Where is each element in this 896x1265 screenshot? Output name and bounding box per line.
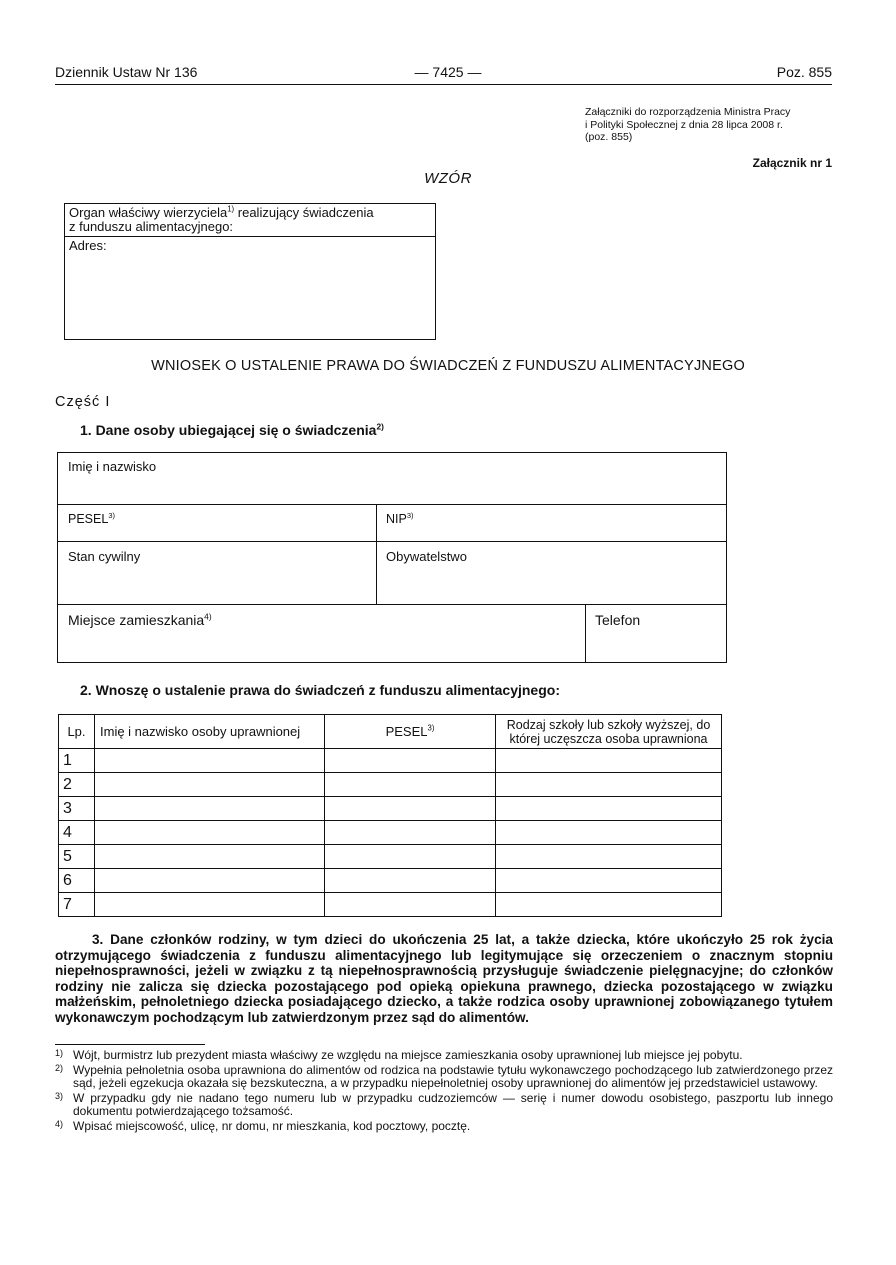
form-title: WNIOSEK O USTALENIE PRAWA DO ŚWIADCZEŃ Z FUNDUSZU ALIMENTACYJNEGO bbox=[151, 358, 745, 374]
footnote-ref: 1) bbox=[227, 204, 235, 214]
table-row bbox=[59, 749, 722, 773]
column-header-pesel bbox=[325, 715, 496, 749]
row-name-cell[interactable] bbox=[95, 893, 325, 917]
attachment-note bbox=[585, 106, 835, 144]
row-school-cell[interactable] bbox=[496, 845, 722, 869]
row-number: 3 bbox=[59, 797, 95, 821]
row-number: 1 bbox=[59, 749, 95, 773]
row-school-cell[interactable] bbox=[496, 749, 722, 773]
footnote-text: Wójt, burmistrz lub prezydent miasta właściwy ze względu na miejsce zamieszkania osoby uprawnionej lub miejsce jej pobytu. bbox=[73, 1048, 743, 1062]
phone-field[interactable] bbox=[585, 604, 726, 662]
attachment-note-line: (poz. 855) bbox=[585, 131, 633, 143]
row-number: 4 bbox=[59, 821, 95, 845]
section2-title: 2. Wnoszę o ustalenie prawa do świadczeń z funduszu alimentacyjnego: bbox=[80, 682, 560, 698]
row-pesel-cell[interactable] bbox=[325, 893, 496, 917]
table-header-row bbox=[59, 715, 722, 749]
attachment-note-line: i Polityki Społecznej z dnia 28 lipca 2008 r. bbox=[585, 118, 783, 131]
attachment-note-line: Załączniki do rozporządzenia Ministra Pracy bbox=[585, 106, 791, 118]
footnote-mark: 3) bbox=[55, 1090, 64, 1101]
section3-text: 3. Dane członków rodziny, w tym dzieci do ukończenia 25 lat, a także dziecka, które ukończyło 25 rok życia otrzymującego świadczenia z funduszu alimentacyjnego lub legitymujące się orzeczeniem o znacznym stopniu niepełnosprawności, jeżeli w związku z tą niepełnosprawnością przysługuje świadczenie pielęgnacyjne; do członków rodziny nie zalicza się dziecka pozostającego pod opieką opiekuna prawnego, dziecka pozostającego w związku małżeńskim, pełnoletniego dziecka posiadającego dziecko, a także rodzica osoby uprawnionej zobowiązanego tytułem wykonawczym pochodzącym lub zatwierdzonym przez sąd do alimentów. bbox=[55, 932, 833, 1025]
nip-field[interactable] bbox=[376, 504, 726, 541]
footnote-mark: 4) bbox=[55, 1118, 64, 1129]
row-school-cell[interactable] bbox=[496, 821, 722, 845]
column-header-school bbox=[496, 715, 722, 749]
residence-label: Miejsce zamieszkania bbox=[68, 612, 205, 628]
row-school-cell[interactable] bbox=[496, 797, 722, 821]
pesel-label: PESEL bbox=[68, 512, 109, 526]
footnote-mark: 2) bbox=[55, 1062, 64, 1073]
organ-address-label: Adres: bbox=[69, 238, 107, 253]
row-number: 7 bbox=[59, 893, 95, 917]
row-number: 6 bbox=[59, 869, 95, 893]
row-name-cell[interactable] bbox=[95, 797, 325, 821]
row-pesel-cell[interactable] bbox=[325, 821, 496, 845]
organ-box bbox=[64, 203, 436, 340]
organ-title bbox=[65, 204, 435, 237]
row-school-cell[interactable] bbox=[496, 893, 722, 917]
table-row bbox=[59, 845, 722, 869]
footnote-ref: 3) bbox=[108, 510, 115, 520]
citizenship-label: Obywatelstwo bbox=[386, 549, 467, 564]
table-row bbox=[59, 893, 722, 917]
page-number: — 7425 — bbox=[414, 64, 482, 80]
template-label: WZÓR bbox=[424, 170, 472, 187]
nip-label: NIP bbox=[386, 512, 407, 526]
section1-title bbox=[80, 422, 384, 438]
row-school-cell[interactable] bbox=[496, 773, 722, 797]
marital-status-field[interactable] bbox=[58, 541, 376, 604]
table-row bbox=[59, 773, 722, 797]
pesel-field[interactable] bbox=[58, 504, 376, 541]
table-row bbox=[59, 869, 722, 893]
position-number: Poz. 855 bbox=[776, 64, 832, 80]
footnote-mark: 1) bbox=[55, 1048, 64, 1058]
row-name-cell[interactable] bbox=[95, 821, 325, 845]
footnote-ref: 2) bbox=[376, 421, 384, 432]
part-label: Część I bbox=[55, 394, 111, 410]
journal-title: Dziennik Ustaw Nr 136 bbox=[55, 64, 198, 80]
footnote-ref: 3) bbox=[406, 510, 414, 520]
row-name-cell[interactable] bbox=[95, 773, 325, 797]
row-name-cell[interactable] bbox=[95, 749, 325, 773]
footnote bbox=[55, 1092, 833, 1119]
column-header-pesel-text: PESEL bbox=[385, 724, 428, 739]
table-row bbox=[59, 797, 722, 821]
phone-label: Telefon bbox=[595, 612, 641, 628]
row-pesel-cell[interactable] bbox=[325, 845, 496, 869]
citizenship-field[interactable] bbox=[376, 541, 726, 604]
column-header-name: Imię i nazwisko osoby uprawnionej bbox=[95, 715, 325, 749]
row-pesel-cell[interactable] bbox=[325, 869, 496, 893]
table-row bbox=[59, 821, 722, 845]
row-school-cell[interactable] bbox=[496, 869, 722, 893]
attachment-number: Załącznik nr 1 bbox=[752, 156, 832, 170]
row-pesel-cell[interactable] bbox=[325, 749, 496, 773]
footnote bbox=[55, 1064, 833, 1091]
footnote bbox=[55, 1049, 833, 1063]
row-pesel-cell[interactable] bbox=[325, 773, 496, 797]
organ-title-text: Organ właściwy wierzyciela bbox=[69, 205, 228, 220]
row-name-cell[interactable] bbox=[95, 869, 325, 893]
marital-status-label: Stan cywilny bbox=[68, 549, 141, 564]
entitled-persons-table bbox=[58, 714, 722, 917]
row-number: 5 bbox=[59, 845, 95, 869]
section1-title-text: 1. Dane osoby ubiegającej się o świadczenia bbox=[80, 422, 377, 438]
footnote-ref: 4) bbox=[204, 611, 212, 622]
name-label: Imię i nazwisko bbox=[68, 459, 157, 474]
row-pesel-cell[interactable] bbox=[325, 797, 496, 821]
footnote-divider bbox=[55, 1044, 205, 1045]
applicant-data-grid bbox=[57, 452, 727, 663]
footnote bbox=[55, 1120, 833, 1134]
row-number: 2 bbox=[59, 773, 95, 797]
row-name-cell[interactable] bbox=[95, 845, 325, 869]
organ-title-text: z funduszu alimentacyjnego: bbox=[69, 219, 234, 234]
footnotes bbox=[55, 1049, 833, 1134]
organ-title-text: realizujący świadczenia bbox=[234, 205, 374, 220]
organ-address-field[interactable] bbox=[65, 237, 435, 254]
name-field[interactable] bbox=[58, 453, 726, 504]
column-header-lp: Lp. bbox=[59, 715, 95, 749]
footnote-ref: 3) bbox=[427, 723, 435, 733]
column-header-school-text: której uczęszcza osoba uprawniona bbox=[509, 731, 708, 746]
footnote-text: Wypełnia pełnoletnia osoba uprawniona do alimentów od rodzica na podstawie tytułu wykonawczego pochodzącego lub zatwierdzonego przez sąd, jeżeli egzekucja okazała się bezskuteczna, a w przypadku niepełnoletniej osoby uprawnionej do alimentów jej przedstawiciel ustawowy. bbox=[73, 1062, 833, 1090]
residence-field[interactable] bbox=[58, 604, 585, 662]
footnote-text: Wpisać miejscowość, ulicę, nr domu, nr mieszkania, kod pocztowy, pocztę. bbox=[73, 1118, 471, 1133]
header-divider bbox=[55, 84, 832, 85]
column-header-school-text: Rodzaj szkoły lub szkoły wyższej, do bbox=[506, 717, 711, 732]
footnote-text: W przypadku gdy nie nadano tego numeru lub w przypadku cudzoziemców — serię i numer dowodu osobistego, paszportu lub innego dokumentu potwierdzającego tożsamość. bbox=[73, 1090, 833, 1118]
